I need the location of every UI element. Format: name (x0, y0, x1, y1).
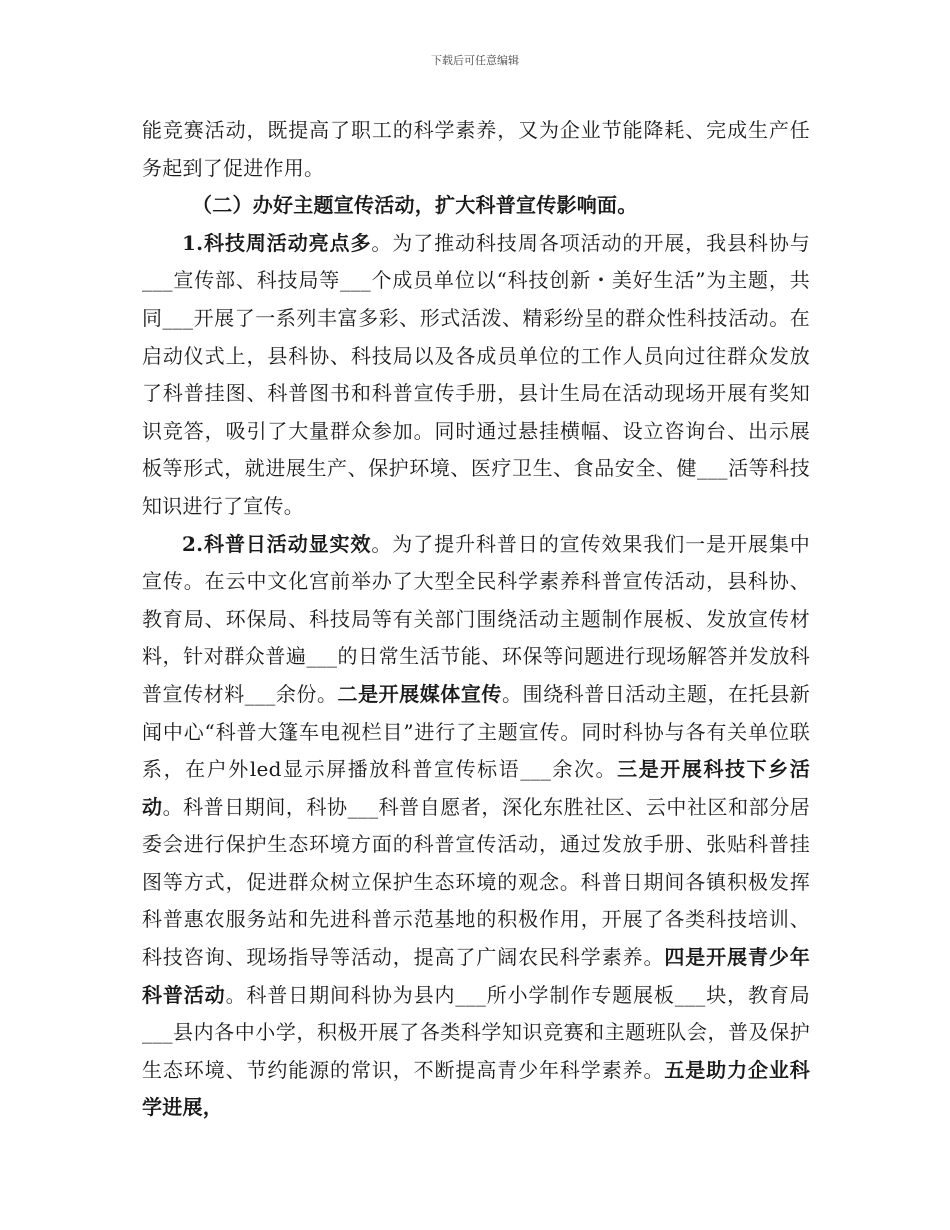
page-header-note: 下载后可任意编辑 (431, 54, 519, 67)
paragraph-tech-week (142, 225, 810, 526)
paragraph-continuation: 能竞赛活动，既提高了职工的科学素养，又为企业节能降耗、完成生产任务起到了促进作用。 (142, 118, 810, 180)
inline-bold-point-2: 二是开展媒体宣传 (337, 681, 502, 706)
paragraph-lead-bold: 1.科技周活动亮点多 (182, 230, 372, 255)
section-heading: （二）办好主题宣传活动，扩大科普宣传影响面。 (192, 193, 638, 218)
paragraph-lead-bold: 2.科普日活动显实效 (182, 531, 372, 556)
document-body (142, 112, 810, 1127)
paragraph-science-day (142, 526, 810, 1128)
paragraph-text: 。为了提升科普日的宣传效果我们一是开展集中宣传。在云中文化宫前举办了大型全民科学素养科普宣传活动，县科协、教育局、环保局、科技局等有关部门围绕活动主题制作展板、发放宣传材料，针对群众普遍___的日常生活节能、环保等问题进行现场解答并发放科普宣传材料___余份。 (142, 531, 810, 706)
paragraph-text: 。科普日期间，科协___科普自愿者，深化东胜社区、云中社区和部分居委会进行保护生态环境方面的科普宣传活动，通过发放手册、张贴科普挂图等方式，促进群众树立保护生态环境的观念。科普日期间各镇积极发挥科普惠农服务站和先进科普示范基地的积极作用，开展了各类科技培训、科技咨询、现场指导等活动，提高了广阔农民科学素养。 (142, 794, 811, 970)
inline-bold-point-3: 三是开展科技下乡活动 (142, 757, 810, 819)
paragraph-text: 。科普日期间科协为县内___所小学制作专题展板___块，教育局___县内各中小学，积极开展了各类科学知识竞赛和主题班队会，普及保护生态环境、节约能源的常识，不断提高青少年科学素养。 (142, 982, 811, 1082)
inline-bold-point-5: 五是助力企业科学进展， (142, 1057, 811, 1120)
paragraph-text: 。为了推动科技周各项活动的开展，我县科协与___宣传部、科技局等___个成员单位以“科技创新・美好生活”为主题，共同___开展了一系列丰富多彩、形式活泼、精彩纷呈的群众性科技活动。在启动仪式上，县科协、科技局以及各成员单位的工作人员向过往群众发放了科普挂图、科普图书和科普宣传手册，县计生局在活动现场开展有奖知识竞答，吸引了大量群众参加。同时通过悬挂横幅、设立咨询台、出示展板等形式，就进展生产、保护环境、医疗卫生、食品安全、健___活等科技知识进行了宣传。 (142, 230, 810, 518)
paragraph-text: 。围绕科普日活动主题，在托县新闻中心“科普大篷车电视栏目”进行了主题宣传。同时科协与各有关单位联系，在户外led显示屏播放科普宣传标语___余次。 (142, 681, 811, 782)
inline-bold-point-4: 四是开展青少年科普活动 (142, 945, 811, 1007)
